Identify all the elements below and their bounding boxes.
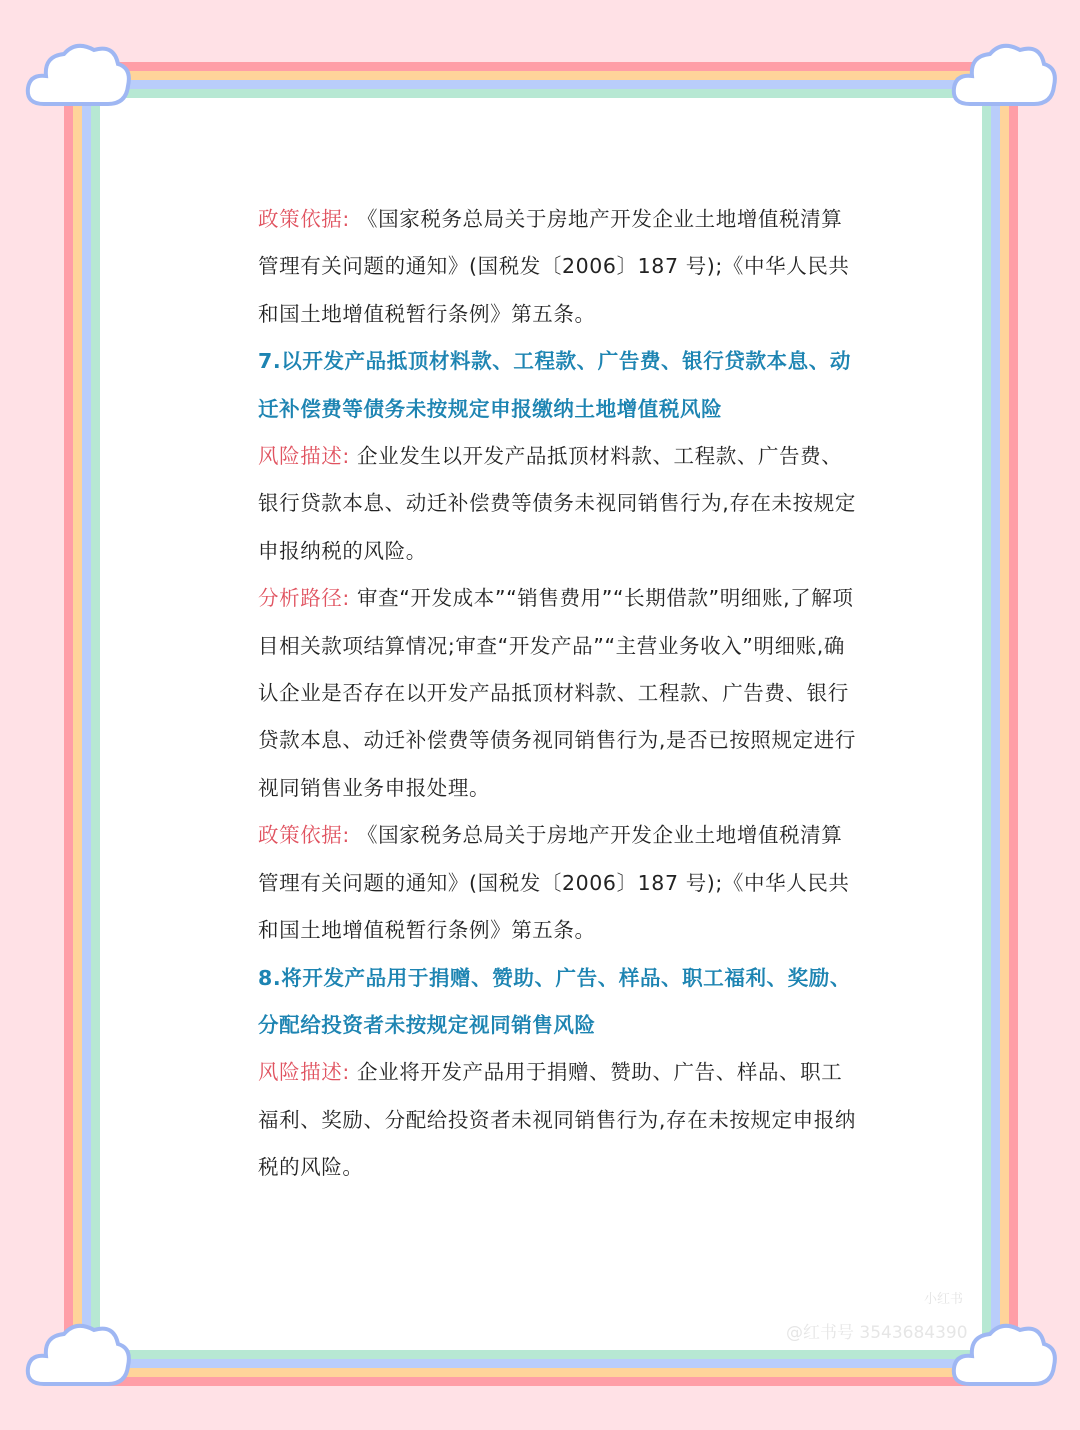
watermark-brand: 小红书 (924, 1292, 964, 1307)
risk-description-paragraph (258, 1049, 858, 1191)
analysis-path-paragraph (258, 575, 858, 812)
article-body (258, 196, 858, 1192)
section-heading: 8.将开发产品用于捐赠、赞助、广告、样品、职工福利、奖励、分配给投资者未按规定视同销售风险 (258, 965, 851, 1037)
paragraph-text: 《国家税务总局关于房地产开发企业土地增值税清算管理有关问题的通知》(国税发〔2006〕187 号);《中华人民共和国土地增值税暂行条例》第五条。 (258, 207, 850, 326)
policy-basis-paragraph (258, 812, 858, 954)
paragraph-text: 《国家税务总局关于房地产开发企业土地增值税清算管理有关问题的通知》(国税发〔2006〕187 号);《中华人民共和国土地增值税暂行条例》第五条。 (258, 823, 850, 943)
risk-description-paragraph (258, 433, 858, 575)
paragraph-label: 政策依据: (258, 823, 350, 848)
paragraph-label: 分析路径: (258, 586, 350, 611)
policy-basis-paragraph (258, 196, 858, 338)
cloud-icon (948, 34, 1058, 114)
paragraph-text: 审查“开发成本”“销售费用”“长期借款”明细账,了解项目相关款项结算情况;审查“开发产品”“主营业务收入”明细账,确认企业是否存在以开发产品抵顶材料款、工程款、广告费、银行贷款本息、动迁补偿费等债务视同销售行为,是否已按照规定进行视同销售业务申报处理。 (258, 586, 856, 800)
paragraph-label: 风险描述: (258, 1060, 350, 1085)
section-heading: 7.以开发产品抵顶材料款、工程款、广告费、银行贷款本息、动迁补偿费等债务未按规定申报缴纳土地增值税风险 (258, 349, 851, 421)
paragraph-label: 风险描述: (258, 444, 350, 469)
paragraph-text: 企业将开发产品用于捐赠、赞助、广告、样品、职工福利、奖励、分配给投资者未视同销售行为,存在未按规定申报纳税的风险。 (258, 1060, 856, 1180)
cloud-icon (22, 1314, 132, 1394)
cloud-icon (22, 34, 132, 114)
watermark-id: @红书号 3543684390 (786, 1323, 968, 1343)
paragraph-text: 企业发生以开发产品抵顶材料款、工程款、广告费、银行贷款本息、动迁补偿费等债务未视同销售行为,存在未按规定申报纳税的风险。 (258, 444, 856, 563)
paragraph-label: 政策依据: (258, 207, 350, 231)
